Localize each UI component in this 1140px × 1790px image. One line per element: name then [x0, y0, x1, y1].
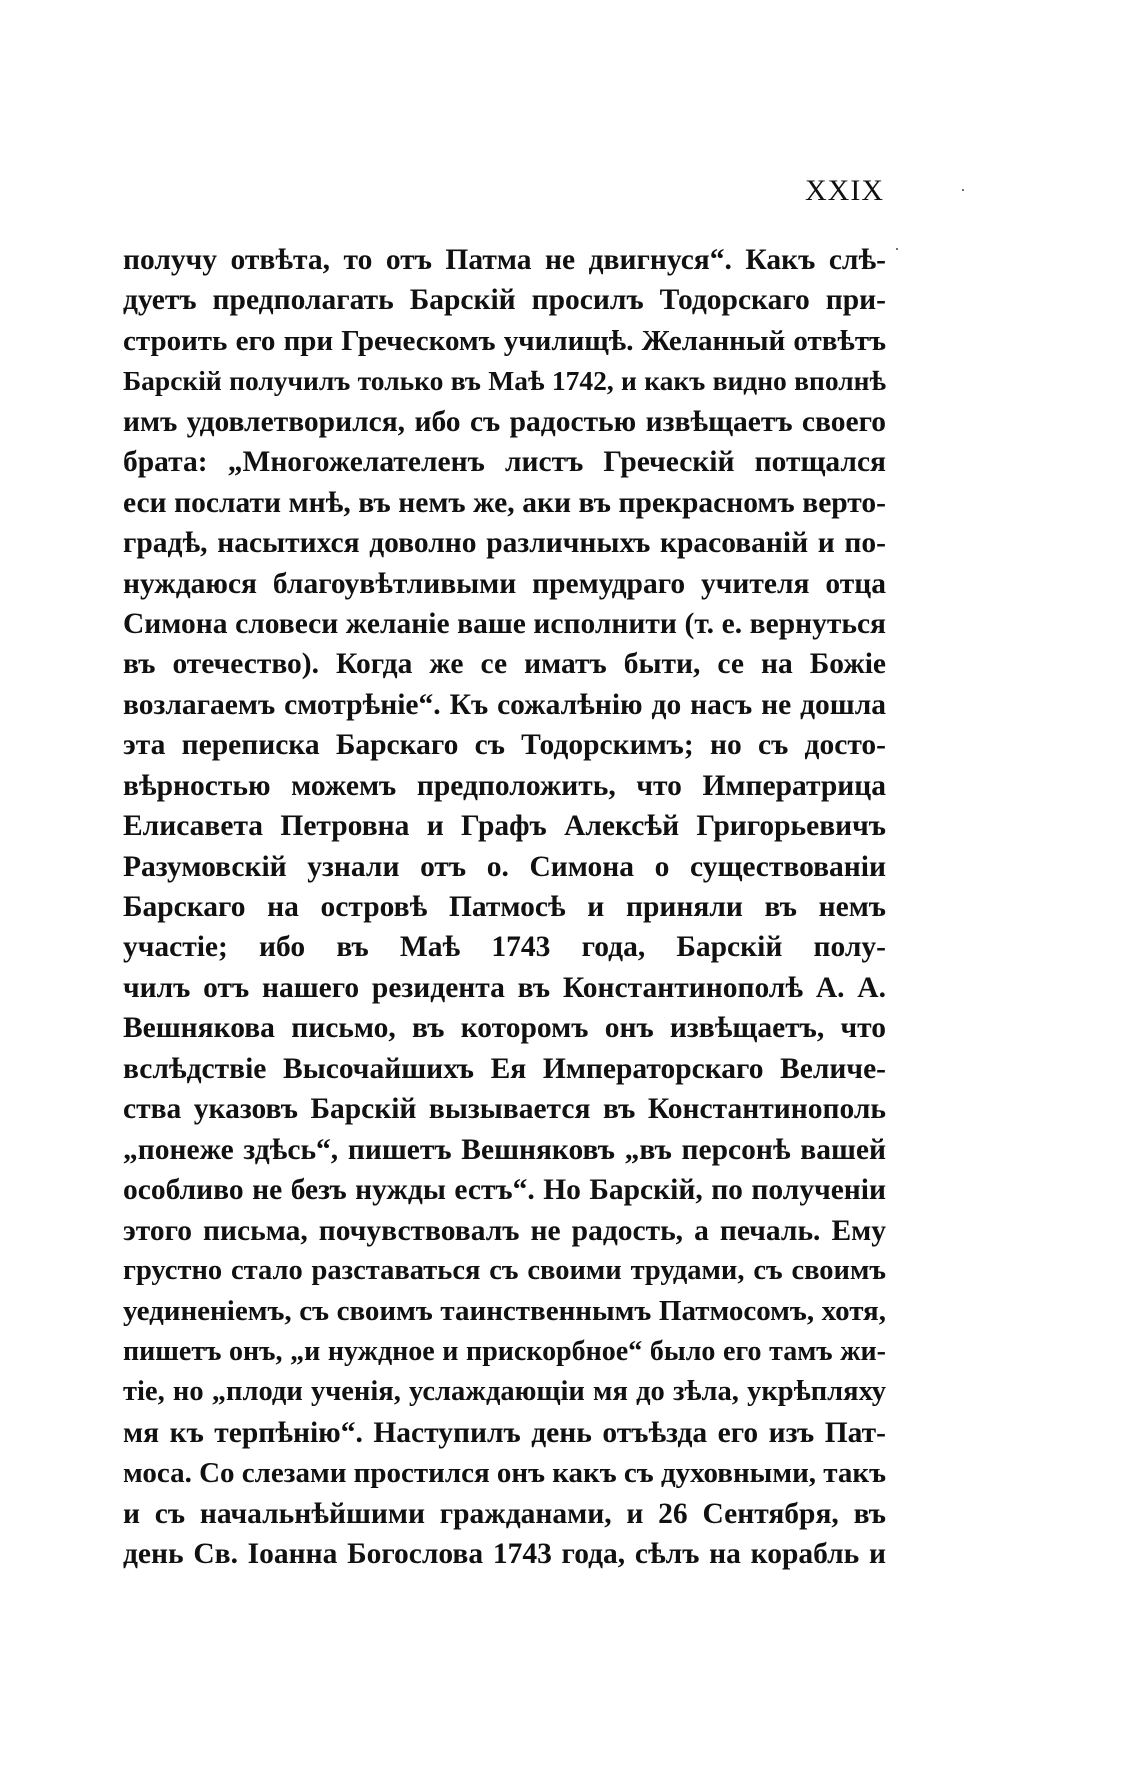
text-line: „понеже здѣсь“, пишетъ Вешняковъ „въ персонѣ вашей	[123, 1133, 886, 1166]
text-line: мя къ терпѣнію“. Наступилъ день отъѣзда его изъ Пат-	[123, 1416, 886, 1449]
text-line: Барскій получилъ только въ Маѣ 1742, и какъ видно вполнѣ	[123, 365, 886, 397]
scan-speck	[962, 189, 964, 191]
text-line: Елисавета Петровна и Графъ Алексѣй Григорьевичъ	[123, 810, 886, 843]
text-line: особливо не безъ нужды естъ“. Но Барскій, по полученіи	[123, 1174, 886, 1207]
text-line: моса. Со слезами простился онъ какъ съ духовными, такъ	[123, 1457, 886, 1490]
text-line: пишетъ онъ, „и нуждное и прискорбное“ было его тамъ жи-	[123, 1335, 886, 1367]
text-line: въ отечество). Когда же се иматъ быти, се на Божіе	[123, 648, 886, 681]
text-line: вслѣдствіе Высочайшихъ Ея Императорскаго Величе-	[123, 1052, 886, 1085]
body-text	[123, 240, 886, 1574]
text-line: Барскаго на островѣ Патмосѣ и приняли въ немъ	[123, 891, 886, 923]
text-line: дуетъ предполагать Барскій просилъ Тодорскаго при-	[123, 284, 886, 317]
text-line: Разумовскій узнали отъ о. Симона о существованіи	[123, 850, 886, 883]
text-line: еси послати мнѣ, въ немъ же, аки въ прекрасномъ верто-	[123, 486, 886, 519]
text-line: Вешнякова письмо, въ которомъ онъ извѣщаетъ, что	[123, 1012, 886, 1045]
text-line: тіе, но „плоди ученія, услаждающіи мя до зѣла, укрѣпляху	[123, 1376, 886, 1408]
text-line: ства указовъ Барскій вызывается въ Константинополь	[123, 1093, 886, 1126]
text-line: получу отвѣта, то отъ Патма не двигнуся“. Какъ слѣ-	[123, 244, 886, 276]
scan-speck	[896, 248, 898, 250]
text-line: имъ удовлетворился, ибо съ радостью извѣщаетъ своего	[123, 405, 886, 438]
text-line: эта переписка Барскаго съ Тодорскимъ; но съ досто-	[123, 729, 886, 762]
text-line: день Св. Іоанна Богослова 1743 года, сѣлъ на корабль и	[123, 1538, 886, 1570]
text-line: и съ начальнѣйшими гражданами, и 26 Сентября, въ	[123, 1497, 886, 1530]
text-line: грустно стало разставаться съ своими трудами, съ своимъ	[123, 1254, 886, 1286]
text-line: Симона словеси желаніе ваше исполнити (т. е. вернуться	[123, 607, 886, 640]
text-line: возлагаемъ смотрѣніе“. Къ сожалѣнію до насъ не дошла	[123, 688, 886, 721]
text-line: брата: „Многожелателенъ листъ Греческій потщался	[123, 446, 886, 479]
text-line: этого письма, почувствовалъ не радость, а печаль. Ему	[123, 1214, 886, 1247]
text-line: участіе; ибо въ Маѣ 1743 года, Барскій полу-	[123, 931, 886, 964]
text-line: уединеніемъ, съ своимъ таинственнымъ Патмосомъ, хотя,	[123, 1295, 886, 1328]
text-line: нуждаюся благоувѣтливыми премудраго учителя отца	[123, 567, 886, 600]
text-line: градѣ, насытихся доволно различныхъ красованій и по-	[123, 527, 886, 560]
page-number: XXIX	[805, 174, 884, 207]
text-line: вѣрностью можемъ предположить, что Императрица	[123, 769, 886, 802]
text-line: строить его при Греческомъ училищѣ. Желанный отвѣтъ	[123, 324, 886, 357]
text-line: чилъ отъ нашего резидента въ Константинополѣ А. А.	[123, 971, 886, 1004]
